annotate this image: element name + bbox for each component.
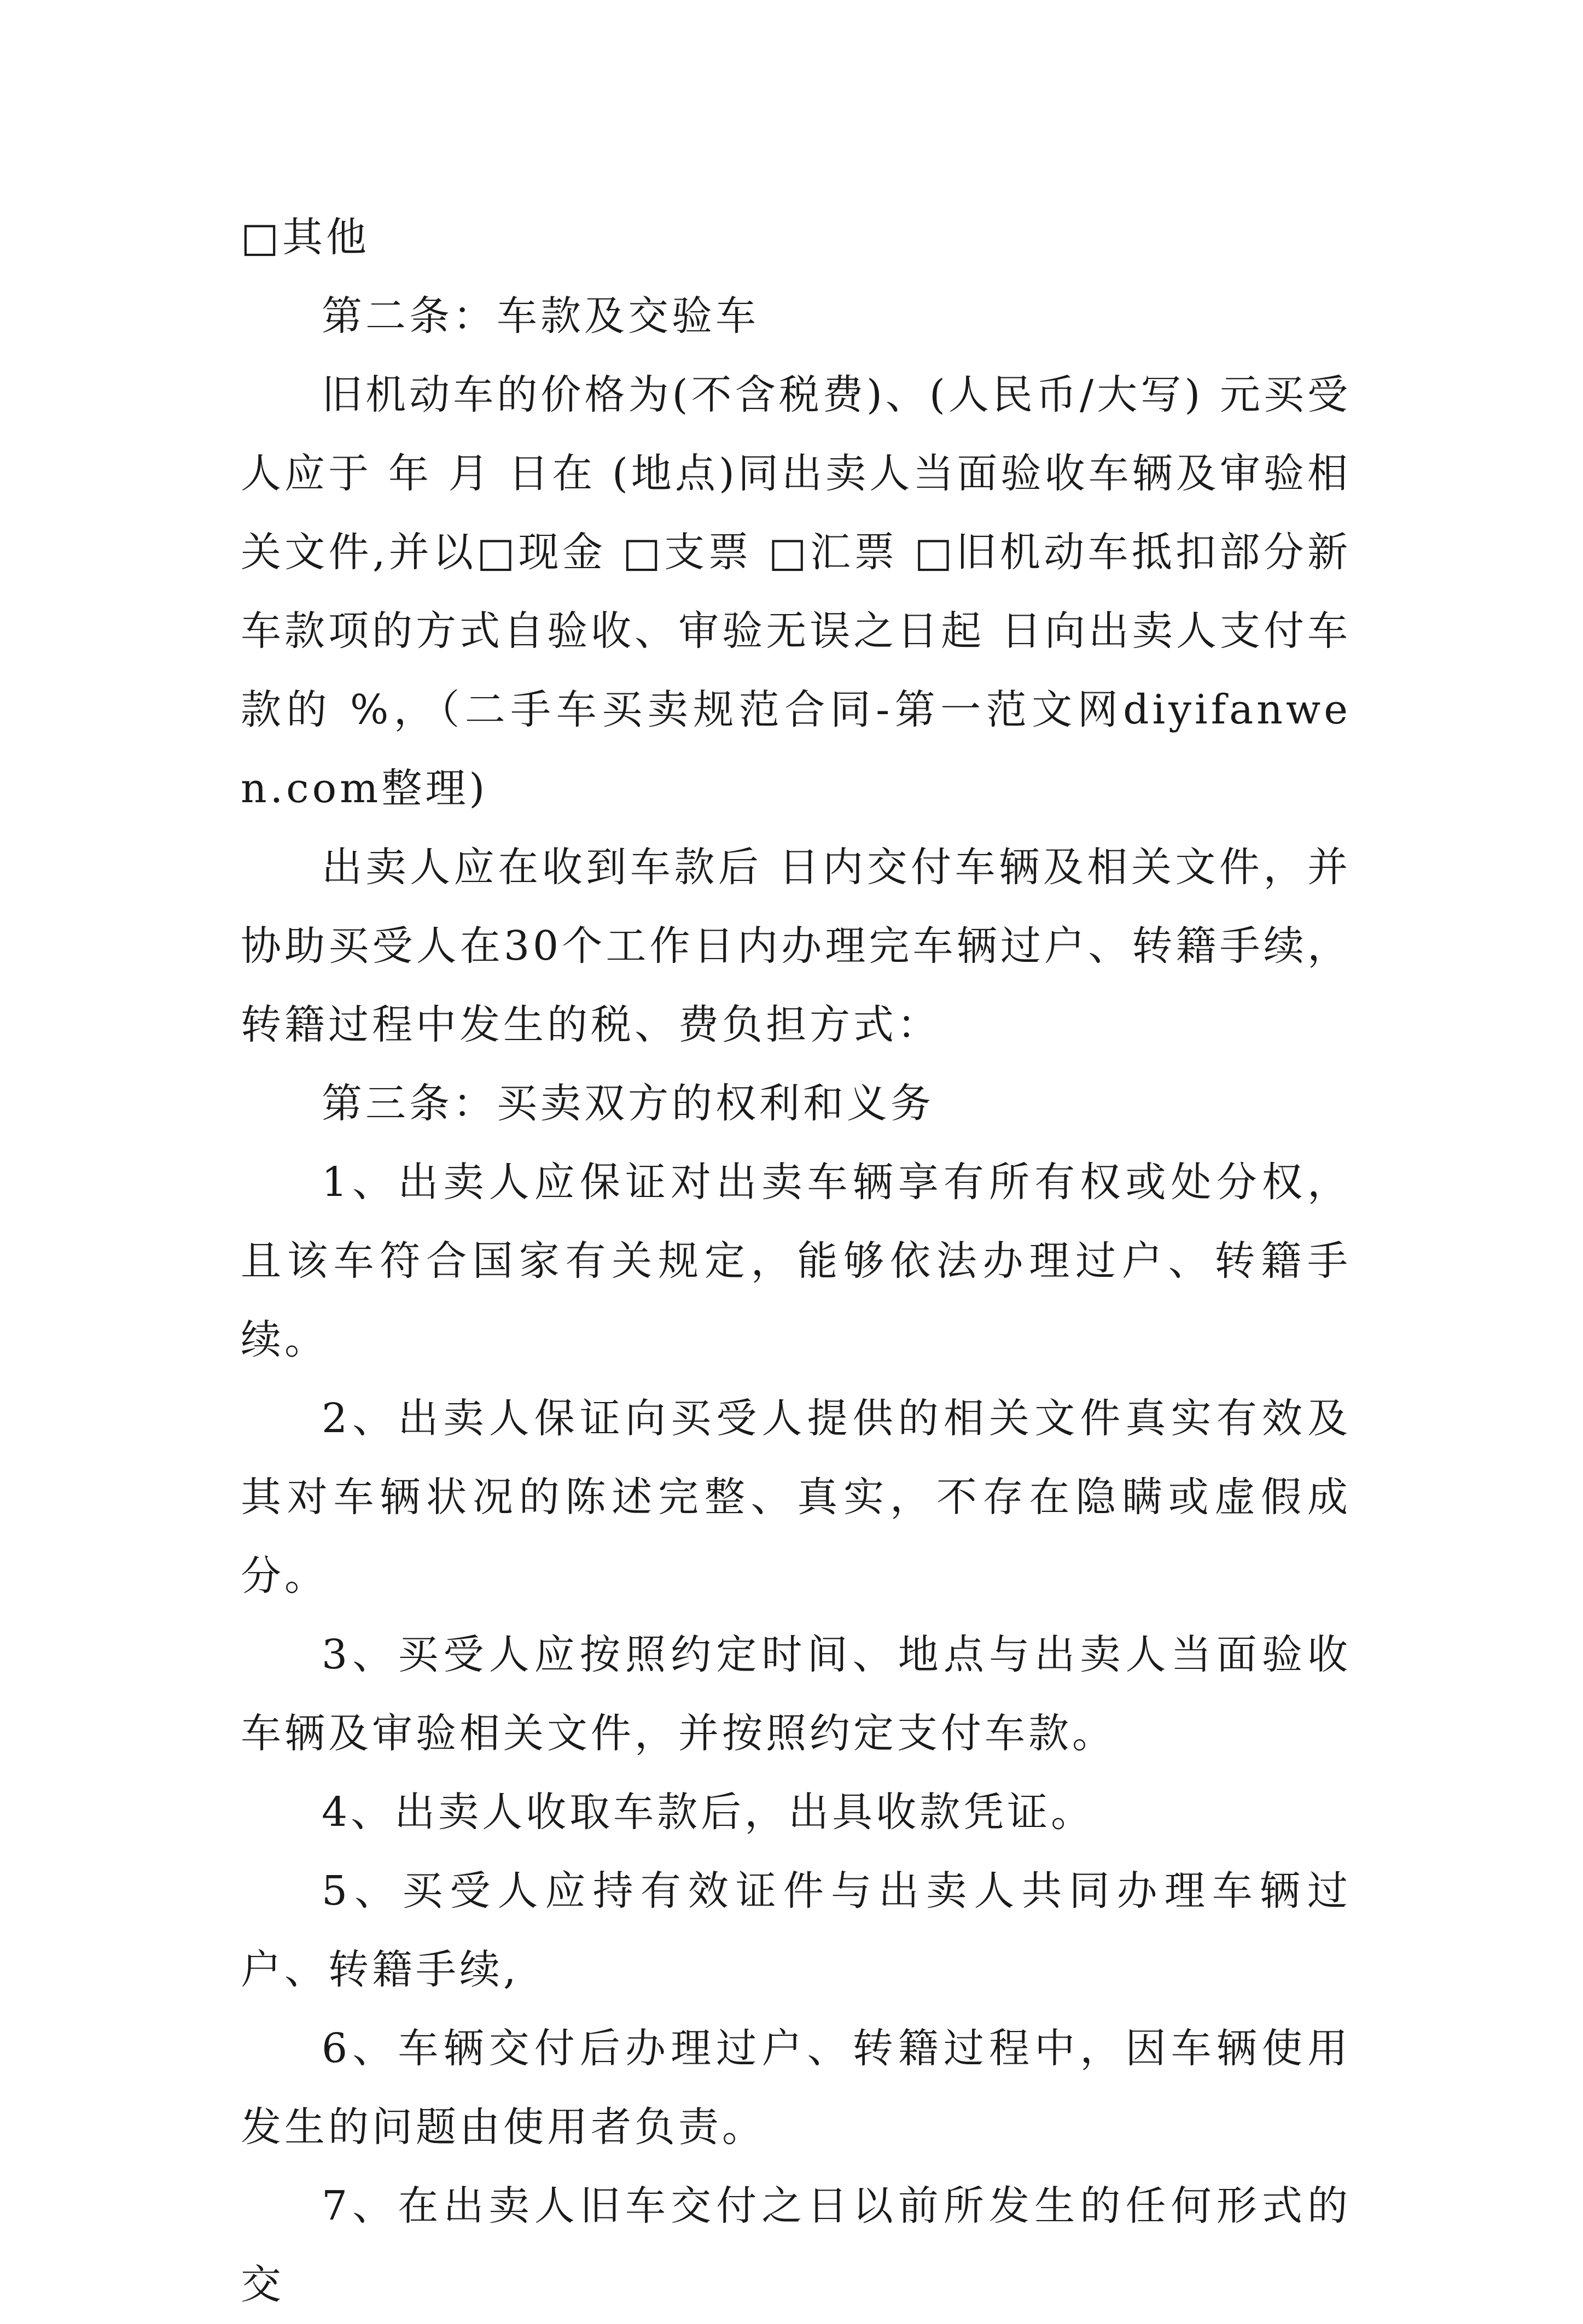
document-body bbox=[241, 198, 1351, 2324]
clause-4: 4、出卖人收取车款后，出具收款凭证。 bbox=[322, 1789, 1095, 1836]
clause-5: 5、买受人应持有效证件与出卖人共同办理车辆过户、转籍手续, bbox=[241, 1867, 1351, 1993]
clause-1: 1、出卖人应保证对出卖车辆享有所有权或处分权，且该车符合国家有关规定，能够依法办理过户、转籍手续。 bbox=[241, 1159, 1351, 1363]
paragraph-other-option: □其他 bbox=[241, 214, 370, 261]
clause-2: 2、出卖人保证向买受人提供的相关文件真实有效及其对车辆状况的陈述完整、真实，不存在隐瞒或虚假成分。 bbox=[241, 1395, 1351, 1599]
clause-7: 7、在出卖人旧车交付之日以前所发生的任何形式的交 bbox=[241, 2182, 1351, 2308]
clause-3: 3、买受人应按照约定时间、地点与出卖人当面验收车辆及审验相关文件，并按照约定支付车款。 bbox=[241, 1631, 1351, 1757]
heading-article-two: 第二条：车款及交验车 bbox=[322, 293, 759, 340]
heading-article-three: 第三条：买卖双方的权利和义务 bbox=[322, 1080, 934, 1127]
paragraph-price-and-inspection: 旧机动车的价格为(不含税费)、(人民币/大写) 元买受人应于 年 月 日在 (地点)同出卖人当面验收车辆及审验相关文件,并以□现金 □支票 □汇票 □旧机动车抵扣部分新车款项的方式自验收、审验无误之日起 日向出卖人支付车款的 %，（二手车买卖规范合同-第一范文网diyifanwen.com整理) bbox=[241, 371, 1351, 812]
clause-6: 6、车辆交付后办理过户、转籍过程中，因车辆使用发生的问题由使用者负责。 bbox=[241, 2025, 1351, 2151]
paragraph-delivery-and-transfer: 出卖人应在收到车款后 日内交付车辆及相关文件，并协助买受人在30个工作日内办理完车辆过户、转籍手续，转籍过程中发生的税、费负担方式： bbox=[241, 844, 1351, 1048]
